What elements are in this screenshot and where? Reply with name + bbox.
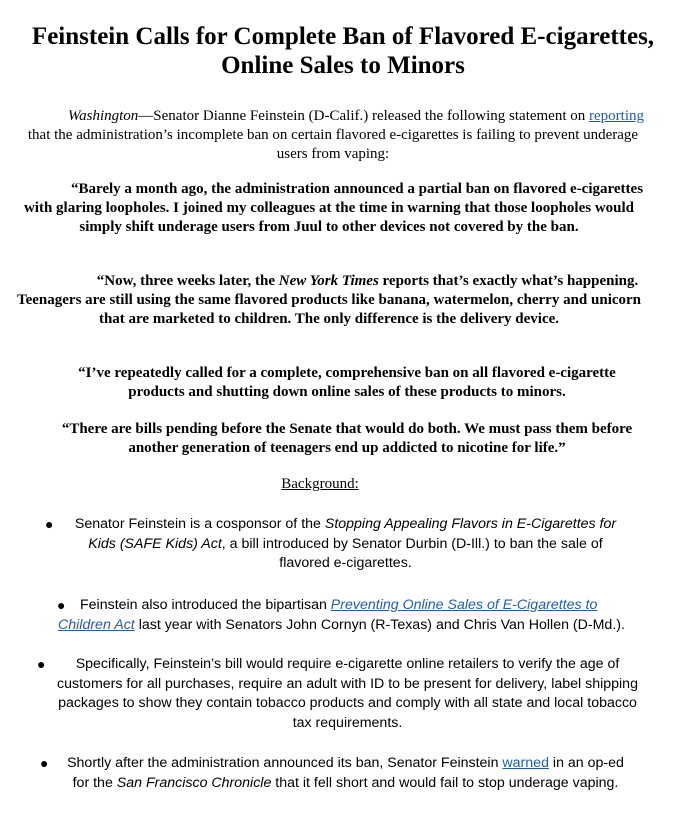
bullet-1-act-name: Stopping Appealing Flavors in E-Cigarettes for Kids (SAFE Kids) Act (88, 516, 617, 552)
background-heading: Background: (281, 476, 359, 492)
bullet-3 (55, 655, 640, 733)
quote-3-text: “I’ve repeatedly called for a complete, comprehensive ban on all flavored e-cigarette products and shutting down online sales of these products to minors. (78, 365, 616, 400)
quote-4-text: “There are bills pending before the Senate that would do both. We must pass them before another generation of teenagers end up addicted to nicotine for life.” (61, 421, 633, 456)
bullet-4-marker: ● (40, 755, 49, 771)
bullet-2-marker: ● (57, 597, 66, 613)
quote-paragraph-3 (52, 364, 642, 402)
bullet-2 (58, 596, 638, 635)
quote-paragraph-1 (14, 180, 644, 237)
quote-1-text: “Barely a month ago, the administration announced a partial ban on flavored e-cigarettes with glaring loopholes. I joined my colleagues at the time in warning that those loopholes would simply shift underage users from Juul to other devices not covered by the ban. (23, 181, 644, 235)
intro-text-2: that the administration’s incomplete ban on certain flavored e-cigarettes is failing to prevent underage users from vaping: (27, 127, 639, 162)
bullet-4 (58, 754, 633, 793)
bullet-1-marker: ● (45, 516, 54, 532)
warned-link[interactable]: warned (502, 755, 549, 771)
bullet-2-text-2: last year with Senators John Cornyn (R-Texas) and Chris Van Hollen (D-Md.). (134, 616, 625, 633)
page-title: Feinstein Calls for Complete Ban of Flavored E-cigarettes, Online Sales to Minors (31, 23, 655, 79)
bullet-4-text-2: in an op-ed for the (72, 755, 624, 791)
intro-paragraph (22, 107, 644, 164)
bullet-1-text-2: , a bill introduced by Senator Durbin (D-Ill.) to ban the sale of flavored e-cigarettes. (221, 535, 603, 572)
bullet-4-text-3: that it fell short and would fail to stop underage vaping. (271, 774, 619, 791)
bullet-1 (62, 515, 629, 574)
reporting-link[interactable]: reporting (589, 108, 644, 124)
bullet-3-marker: ● (37, 656, 46, 672)
bullet-3-text: Specifically, Feinstein’s bill would require e-cigarette online retailers to verify the age of customers for all purchases, require an adult with ID to be present for delivery, label shipping packages to show they contain tobacco products and comply with all state and local tobacco tax requirements. (57, 656, 638, 731)
bullet-2-text-1: Feinstein also introduced the bipartisan (80, 597, 331, 613)
bullet-1-text-1: Senator Feinstein is a cosponsor of the (74, 516, 325, 532)
quote-2-publication: New York Times (278, 273, 379, 289)
dateline: Washington (68, 108, 139, 124)
quote-paragraph-2 (14, 272, 644, 329)
quote-2-text-1: “Now, three weeks later, the (96, 273, 279, 289)
intro-text-1: —Senator Dianne Feinstein (D-Calif.) released the following statement on (138, 108, 590, 124)
preventing-online-sales-act-link[interactable]: Preventing Online Sales of E-Cigarettes to Children Act (58, 597, 598, 633)
bullet-4-text-1: Shortly after the administration announced its ban, Senator Feinstein (67, 755, 503, 771)
quote-paragraph-4 (52, 420, 642, 458)
quote-2-text-2: reports that’s exactly what’s happening. Teenagers are still using the same flavored products like banana, watermelon, cherry and unicorn that are marketed to children. The only difference is the delivery device. (16, 273, 642, 327)
bullet-4-publication: San Francisco Chronicle (116, 774, 272, 791)
